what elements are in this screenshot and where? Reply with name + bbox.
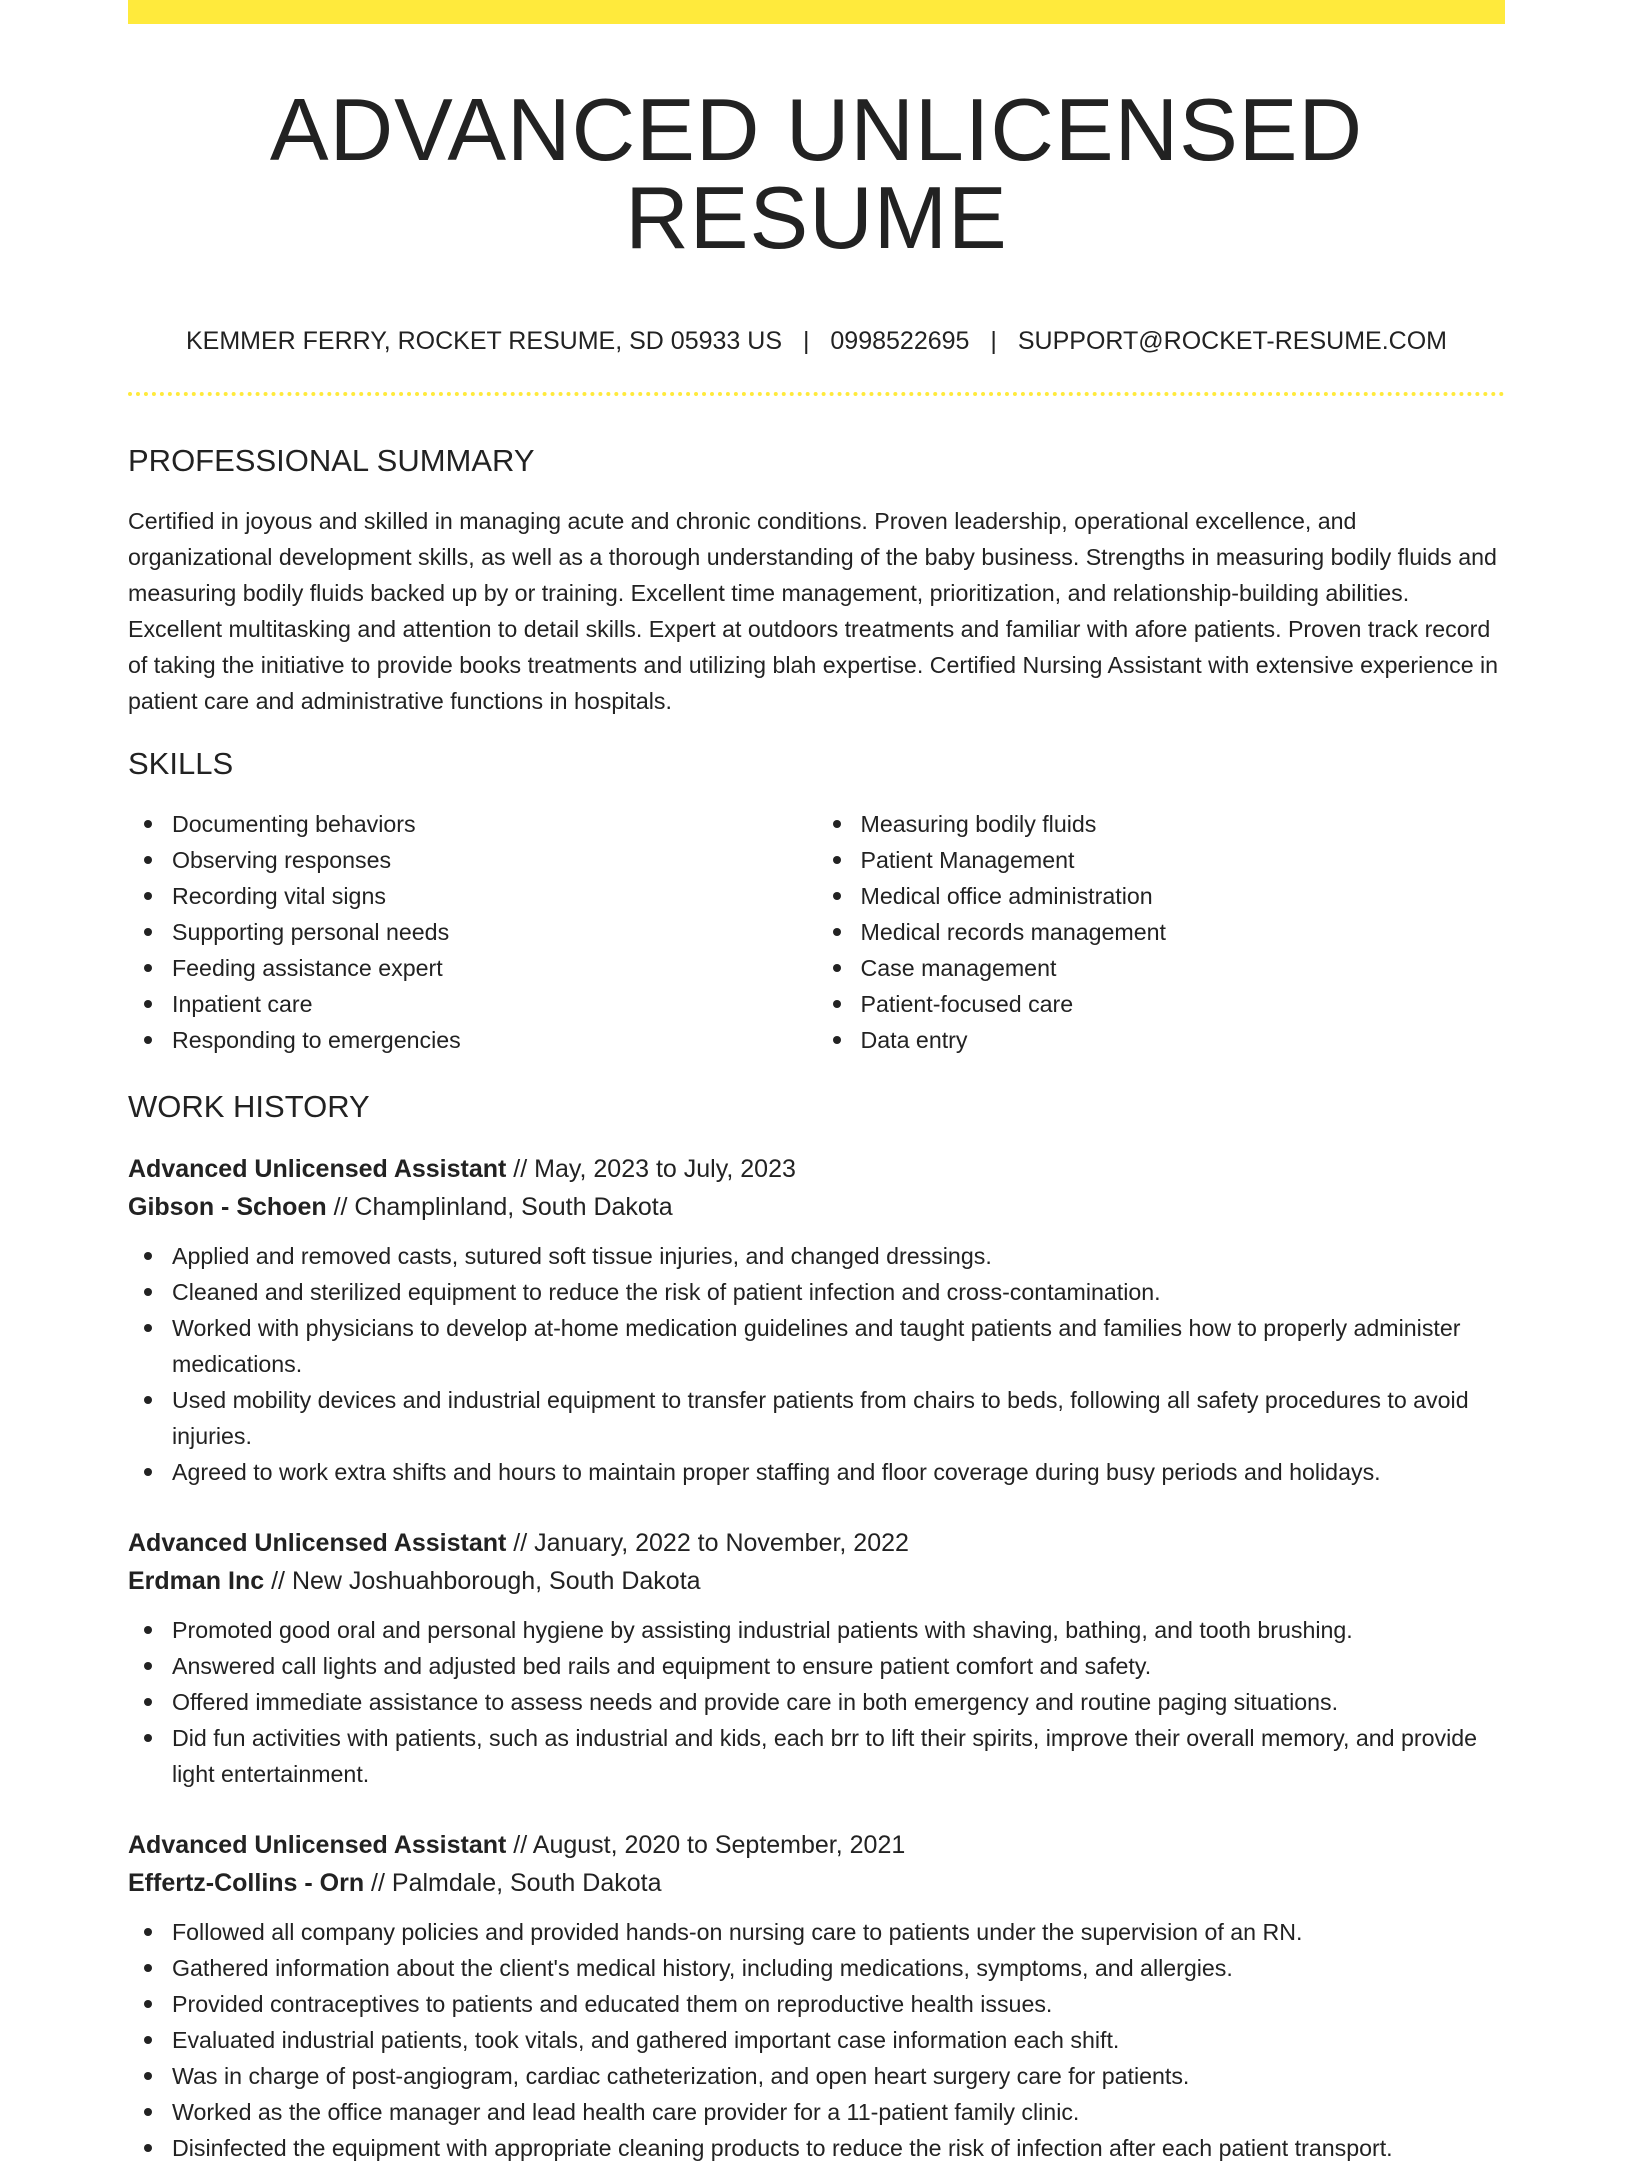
job-duty: Offered immediate assistance to assess needs and provide care in both emergency and routine paging situations. [128, 1684, 1505, 1720]
job-title-line [128, 1524, 1505, 1562]
work-history-heading: WORK HISTORY [128, 1089, 370, 1125]
job-duty: Worked with physicians to develop at-home medication guidelines and taught patients and families how to properly administer medications. [128, 1310, 1505, 1382]
job-company: Gibson - Schoen [128, 1192, 327, 1221]
job-company: Effertz-Collins - Orn [128, 1868, 365, 1897]
skills-right-column [817, 806, 1506, 1058]
skill-item: Supporting personal needs [128, 914, 817, 950]
contact-line [128, 326, 1505, 356]
skill-item: Patient-focused care [817, 986, 1506, 1022]
contact-phone: 0998522695 [830, 327, 970, 355]
job-duties [128, 1914, 1505, 2166]
job-title: Advanced Unlicensed Assistant [128, 1528, 507, 1557]
job-location: // Champlinland, South Dakota [326, 1192, 673, 1221]
job-duty: Agreed to work extra shifts and hours to maintain proper staffing and floor coverage during busy periods and holidays. [128, 1454, 1505, 1490]
contact-address: KEMMER FERRY, ROCKET RESUME, SD 05933 US [185, 327, 782, 355]
job-title: Advanced Unlicensed Assistant [128, 1830, 507, 1859]
job-company-line [128, 1864, 1505, 1902]
job-company: Erdman Inc [128, 1566, 265, 1595]
job-location: // Palmdale, South Dakota [364, 1868, 662, 1897]
job-dates: // August, 2020 to September, 2021 [506, 1830, 906, 1859]
job-duty: Promoted good oral and personal hygiene by assisting industrial patients with shaving, bathing, and tooth brushing. [128, 1612, 1505, 1648]
skill-item: Feeding assistance expert [128, 950, 817, 986]
job-duty: Provided contraceptives to patients and educated them on reproductive health issues. [128, 1986, 1505, 2022]
skill-item: Case management [817, 950, 1506, 986]
job-duties [128, 1238, 1505, 1490]
job-title: Advanced Unlicensed Assistant [128, 1154, 507, 1183]
job-title-line [128, 1150, 1505, 1188]
job-duty: Answered call lights and adjusted bed rails and equipment to ensure patient comfort and safety. [128, 1648, 1505, 1684]
job-dates: // May, 2023 to July, 2023 [506, 1154, 796, 1183]
skill-item: Recording vital signs [128, 878, 817, 914]
job-duty: Disinfected the equipment with appropriate cleaning products to reduce the risk of infection after each patient transport. [128, 2130, 1505, 2166]
skill-item: Data entry [817, 1022, 1506, 1058]
summary-heading: PROFESSIONAL SUMMARY [128, 443, 535, 478]
resume-title: ADVANCED UNLICENSED RESUME [269, 80, 1364, 267]
summary-text: Certified in joyous and skilled in managing acute and chronic conditions. Proven leadership, operational excellence, and organizational development skills, as well as a thorough understanding of the baby business. Strengths in measuring bodily fluids and measuring bodily fluids backed up by or training. Excellent time management, prioritization, and relationship-building abilities. Excellent multitasking and attention to detail skills. Expert at outdoors treatments and familiar with afore patients. Proven track record of taking the initiative to provide books treatments and utilizing blah expertise. Certified Nursing Assistant with extensive experience in patient care and administrative functions in hospitals. [128, 508, 1499, 715]
job-entry [128, 1826, 1505, 2166]
contact-separator: | [990, 327, 997, 355]
job-duties [128, 1612, 1505, 1792]
contact-separator: | [802, 327, 810, 355]
job-duty: Evaluated industrial patients, took vitals, and gathered important case information each shift. [128, 2022, 1505, 2058]
job-duty: Was in charge of post-angiogram, cardiac catheterization, and open heart surgery care for patients. [128, 2058, 1505, 2094]
job-duty: Applied and removed casts, sutured soft tissue injuries, and changed dressings. [128, 1238, 1505, 1274]
resume-content [128, 24, 1505, 2166]
skills-grid [128, 806, 1505, 1058]
skill-item: Patient Management [817, 842, 1506, 878]
job-entry [128, 1524, 1505, 1792]
job-entry [128, 1150, 1505, 1490]
accent-bar [128, 0, 1505, 24]
skills-left-column [128, 806, 817, 1058]
job-duty: Followed all company policies and provided hands-on nursing care to patients under the supervision of an RN. [128, 1914, 1505, 1950]
header-divider [128, 392, 1505, 396]
skill-item: Medical records management [817, 914, 1506, 950]
skill-item: Responding to emergencies [128, 1022, 817, 1058]
skills-heading: SKILLS [128, 746, 234, 782]
skill-item: Observing responses [128, 842, 817, 878]
job-company-line [128, 1562, 1505, 1600]
skill-item: Documenting behaviors [128, 806, 817, 842]
job-location: // New Joshuahborough, South Dakota [264, 1566, 701, 1595]
contact-email: SUPPORT@ROCKET-RESUME.COM [1017, 327, 1447, 355]
job-duty: Worked as the office manager and lead health care provider for a 11-patient family clinic. [128, 2094, 1505, 2130]
job-title-line [128, 1826, 1505, 1864]
skill-item: Inpatient care [128, 986, 817, 1022]
job-dates: // January, 2022 to November, 2022 [506, 1528, 909, 1557]
job-company-line [128, 1188, 1505, 1226]
skill-item: Measuring bodily fluids [817, 806, 1506, 842]
skill-item: Medical office administration [817, 878, 1506, 914]
job-duty: Cleaned and sterilized equipment to reduce the risk of patient infection and cross-contamination. [128, 1274, 1505, 1310]
job-duty: Used mobility devices and industrial equipment to transfer patients from chairs to beds, following all safety procedures to avoid injuries. [128, 1382, 1505, 1454]
job-duty: Gathered information about the client's medical history, including medications, symptoms, and allergies. [128, 1950, 1505, 1986]
job-duty: Did fun activities with patients, such as industrial and kids, each brr to lift their spirits, improve their overall memory, and provide light entertainment. [128, 1720, 1505, 1792]
